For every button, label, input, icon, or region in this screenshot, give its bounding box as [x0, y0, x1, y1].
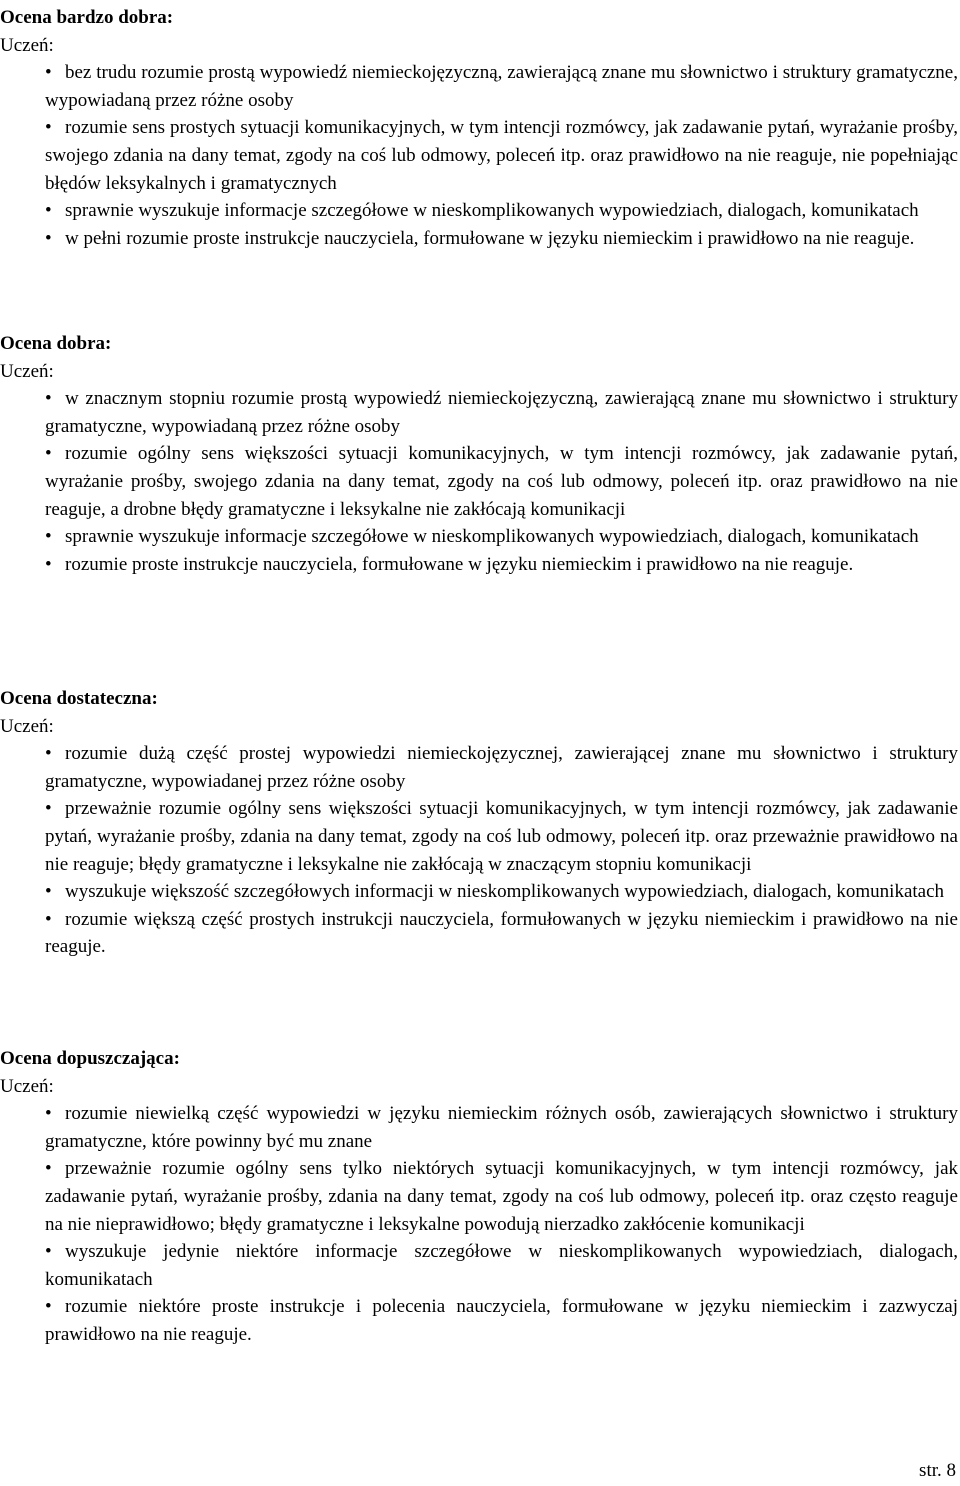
bullet-icon: •	[45, 443, 52, 465]
list-item-text: rozumie ogólny sens większości sytuacji komunikacyjnych, w tym intencji rozmówcy, jak zadawanie pytań, wyrażanie prośby, swojego zdania na dany temat, zgody na coś lub odmowy, poleceń itp. oraz prawidłowo na nie reaguje, a drobne błędy gramatyczne i leksykalne nie zakłócają komunikacji	[45, 443, 958, 520]
bullet-icon: •	[45, 1241, 52, 1263]
bullet-icon: •	[45, 1158, 52, 1180]
list-item	[45, 385, 958, 440]
list-item	[45, 114, 958, 197]
list-item-text: w znacznym stopniu rozumie prostą wypowiedź niemieckojęzyczną, zawierającą znane mu słownictwo i struktury gramatyczne, wypowiadaną przez różne osoby	[45, 388, 958, 437]
bullet-icon: •	[45, 388, 52, 410]
list-item-text: rozumie niektóre proste instrukcje i polecenia nauczyciela, formułowane w języku niemieckim i zazwyczaj prawidłowo na nie reaguje.	[45, 1296, 958, 1345]
list-item	[45, 1238, 958, 1293]
bullet-icon: •	[45, 743, 52, 765]
list-item-text: wyszukuje większość szczegółowych informacji w nieskomplikowanych wypowiedziach, dialogach, komunikatach	[65, 881, 945, 903]
list-item	[45, 878, 958, 906]
list-item	[45, 795, 958, 878]
list-item	[45, 523, 958, 551]
bullet-icon: •	[45, 227, 52, 249]
section-heading: Ocena dostateczna:	[0, 688, 158, 709]
list-item-text: rozumie sens prostych sytuacji komunikacyjnych, w tym intencji rozmówcy, jak zadawanie pytań, wyrażanie prośby, swojego zdania na dany temat, zgody na coś lub odmowy, poleceń itp. oraz prawidłowo na nie reaguje, nie popełniając błędów leksykalnych i gramatycznych	[45, 117, 958, 194]
list-item-text: wyszukuje jedynie niektóre informacje szczegółowe w nieskomplikowanych wypowiedziach, dialogach, komunikatach	[45, 1241, 958, 1290]
student-label: Uczeń:	[0, 1075, 54, 1097]
student-label: Uczeń:	[0, 715, 54, 737]
student-label: Uczeń:	[0, 34, 54, 56]
section-heading: Ocena dopuszczająca:	[0, 1048, 180, 1069]
grade-section-acceptable	[0, 1043, 958, 1349]
bullet-icon: •	[45, 553, 52, 575]
list-item	[45, 906, 958, 961]
list-item-text: sprawnie wyszukuje informacje szczegółowe w nieskomplikowanych wypowiedziach, dialogach, komunikatach	[65, 526, 919, 548]
list-item-text: rozumie dużą część prostej wypowiedzi niemieckojęzycznej, zawierającej znane mu słownictwo i struktury gramatyczne, wypowiadanej przez różne osoby	[45, 743, 958, 792]
bullet-icon: •	[45, 1103, 52, 1125]
grade-section-sufficient	[0, 683, 958, 961]
bullet-icon: •	[45, 1296, 52, 1318]
list-item	[45, 740, 958, 795]
bullet-icon: •	[45, 200, 52, 222]
list-item-text: sprawnie wyszukuje informacje szczegółowe w nieskomplikowanych wypowiedziach, dialogach, komunikatach	[65, 200, 919, 222]
grade-section-very-good	[0, 2, 958, 252]
list-item-text: rozumie większą część prostych instrukcji nauczyciela, formułowanych w języku niemieckim i prawidłowo na nie reaguje.	[45, 908, 958, 958]
list-item	[45, 59, 958, 114]
bullet-icon: •	[45, 881, 52, 903]
list-item-text: przeważnie rozumie ogólny sens tylko niektórych sytuacji komunikacyjnych, w tym intencji rozmówcy, jak zadawanie pytań, wyrażanie prośby, zdania na dany temat, zgody na coś lub odmowy, poleceń itp. oraz często reaguje na nie nieprawidłowo; błędy gramatyczne i leksykalne powodują nierzadko zakłócenie komunikacji	[45, 1158, 958, 1235]
bullet-icon: •	[45, 798, 52, 820]
section-heading: Ocena bardzo dobra:	[0, 7, 174, 28]
list-item	[45, 551, 958, 579]
student-label: Uczeń:	[0, 360, 54, 382]
bullet-icon: •	[45, 908, 52, 930]
list-item-text: rozumie niewielką część wypowiedzi w języku niemieckim różnych osób, zawierających słownictwo i struktury gramatyczne, które powinny być mu znane	[45, 1103, 958, 1152]
list-item	[45, 440, 958, 523]
bullet-icon: •	[45, 526, 52, 548]
list-item-text: bez trudu rozumie prostą wypowiedź niemieckojęzyczną, zawierającą znane mu słownictwo i struktury gramatyczne, wypowiadaną przez różne osoby	[45, 62, 958, 111]
grade-section-good	[0, 328, 958, 578]
list-item-text: przeważnie rozumie ogólny sens większości sytuacji komunikacyjnych, w tym intencji rozmówcy, jak zadawanie pytań, wyrażanie prośby, zdania na dany temat, zgody na coś lub odmowy, poleceń itp. oraz przeważnie prawidłowo na nie reaguje; błędy gramatyczne i leksykalne nie zakłócają w znaczącym stopniu komunikacji	[45, 798, 958, 875]
list-item-text: w pełni rozumie proste instrukcje nauczyciela, formułowane w języku niemieckim i prawidłowo na nie reaguje.	[65, 227, 915, 249]
page-number: str. 8	[919, 1460, 956, 1481]
list-item-text: rozumie proste instrukcje nauczyciela, formułowane w języku niemieckim i prawidłowo na nie reaguje.	[65, 553, 854, 575]
list-item	[45, 1100, 958, 1155]
list-item	[45, 1155, 958, 1238]
list-item	[45, 197, 958, 225]
list-item	[45, 225, 958, 253]
bullet-icon: •	[45, 117, 52, 139]
bullet-icon: •	[45, 62, 52, 84]
section-heading: Ocena dobra:	[0, 333, 112, 354]
list-item	[45, 1293, 958, 1348]
